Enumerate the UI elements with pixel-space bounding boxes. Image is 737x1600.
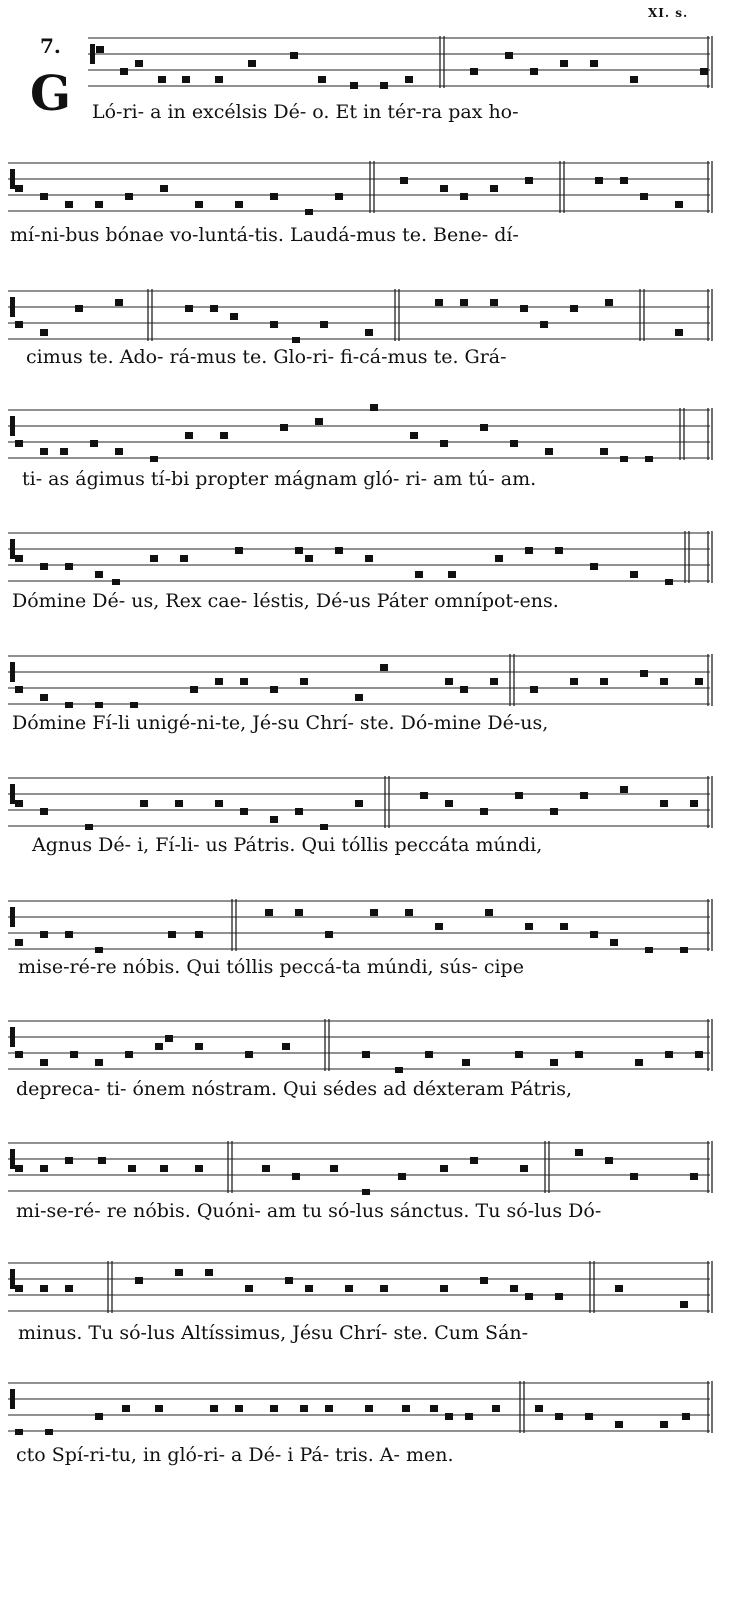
- neume: [370, 404, 378, 411]
- neume: [398, 1173, 406, 1180]
- neume: [435, 923, 443, 930]
- chant-system: [0, 893, 737, 978]
- neume: [45, 1429, 53, 1435]
- neume: [400, 177, 408, 184]
- neume: [550, 1059, 558, 1066]
- neume: [365, 1405, 373, 1412]
- neume: [245, 1051, 253, 1058]
- neume: [665, 1051, 673, 1058]
- chant-number: 7.: [40, 34, 61, 58]
- neume: [15, 440, 23, 447]
- neume: [240, 678, 248, 685]
- neume: [700, 68, 708, 75]
- neume: [122, 1405, 130, 1412]
- neume: [40, 448, 48, 455]
- neume: [480, 808, 488, 815]
- neume: [60, 448, 68, 455]
- neume: [320, 321, 328, 328]
- neume: [362, 1189, 370, 1195]
- neume: [445, 678, 453, 685]
- neume: [230, 313, 238, 320]
- lyric-line: cto Spí-ri-tu, in gló-ri- a Dé- i Pá- tris. A- men.: [16, 1444, 454, 1466]
- neume: [95, 201, 103, 208]
- lyric-line: mise-ré-re nóbis. Qui tóllis peccá-ta múndi, sús- cipe: [18, 956, 524, 978]
- clef-symbol: [10, 1269, 15, 1289]
- staff: [0, 893, 737, 953]
- neume: [120, 68, 128, 75]
- neume: [525, 1293, 533, 1300]
- neume: [295, 547, 303, 554]
- lyric-line: depreca- ti- ónem nóstram. Qui sédes ad déxteram Pátris,: [16, 1078, 573, 1100]
- neume: [605, 1157, 613, 1164]
- staff: [0, 1375, 737, 1435]
- neume: [620, 456, 628, 462]
- neume: [160, 185, 168, 192]
- neume: [585, 1413, 593, 1420]
- neume: [640, 670, 648, 677]
- neume: [695, 678, 703, 685]
- neume: [305, 1285, 313, 1292]
- lyric-line: Agnus Dé- i, Fí-li- us Pátris. Qui tóllis peccáta múndi,: [32, 834, 543, 856]
- initial-letter: G: [30, 66, 71, 122]
- neume: [325, 931, 333, 938]
- neume: [440, 1285, 448, 1292]
- staff: [0, 1013, 737, 1073]
- neume: [355, 800, 363, 807]
- neume: [448, 571, 456, 578]
- chant-system: [0, 1013, 737, 1100]
- neume: [280, 424, 288, 431]
- neume: [195, 931, 203, 938]
- staff: [0, 525, 737, 585]
- neume: [660, 678, 668, 685]
- chant-system: [0, 1135, 737, 1222]
- neume: [295, 909, 303, 916]
- neume: [690, 800, 698, 807]
- neume: [590, 60, 598, 67]
- clef-symbol: [10, 416, 15, 436]
- neume: [505, 52, 513, 59]
- neume: [470, 68, 478, 75]
- neume: [15, 555, 23, 562]
- neume: [292, 1173, 300, 1180]
- lyric-line: Dómine Dé- us, Rex cae- léstis, Dé-us Páter omnípot-ens.: [12, 590, 559, 612]
- neume: [15, 1051, 23, 1058]
- neume: [305, 209, 313, 215]
- neume: [305, 555, 313, 562]
- neume: [615, 1285, 623, 1292]
- neume: [335, 547, 343, 554]
- clef-symbol: [10, 1027, 15, 1047]
- chant-system: [0, 155, 737, 246]
- neume: [135, 60, 143, 67]
- neume: [270, 1405, 278, 1412]
- neume: [95, 702, 103, 708]
- neume: [362, 1051, 370, 1058]
- neume: [182, 76, 190, 83]
- neume: [95, 571, 103, 578]
- clef-symbol: [90, 44, 95, 64]
- neume: [490, 185, 498, 192]
- neume: [285, 1277, 293, 1284]
- neume: [70, 1051, 78, 1058]
- staff: [0, 155, 737, 215]
- neume: [515, 1051, 523, 1058]
- clef-symbol: [10, 907, 15, 927]
- neume: [90, 440, 98, 447]
- chant-system: [0, 30, 737, 123]
- neume: [620, 177, 628, 184]
- neume: [15, 1285, 23, 1292]
- neume: [165, 1035, 173, 1042]
- neume: [300, 1405, 308, 1412]
- neume: [15, 1429, 23, 1435]
- neume: [462, 1059, 470, 1066]
- clef-symbol: [10, 539, 15, 559]
- neume: [695, 1051, 703, 1058]
- neume: [395, 1067, 403, 1073]
- neume: [380, 1285, 388, 1292]
- lyric-line: ti- as ágimus tí-bi propter mágnam gló- ri- am tú- am.: [22, 468, 537, 490]
- chant-system: [0, 1255, 737, 1344]
- neume: [645, 456, 653, 462]
- neume: [15, 1165, 23, 1172]
- neume: [65, 931, 73, 938]
- neume: [580, 792, 588, 799]
- chant-system: [0, 283, 737, 368]
- neume: [210, 1405, 218, 1412]
- neume: [555, 1413, 563, 1420]
- chant-system: [0, 648, 737, 734]
- neume: [40, 563, 48, 570]
- neume: [470, 1157, 478, 1164]
- neume: [150, 456, 158, 462]
- neume: [15, 939, 23, 946]
- neume: [175, 800, 183, 807]
- neume: [595, 177, 603, 184]
- neume: [40, 1059, 48, 1066]
- neume: [150, 555, 158, 562]
- neume: [185, 305, 193, 312]
- chant-system: [0, 770, 737, 856]
- neume: [180, 555, 188, 562]
- chant-system: [0, 525, 737, 612]
- neume: [140, 800, 148, 807]
- neume: [570, 305, 578, 312]
- neume: [530, 68, 538, 75]
- neume: [350, 82, 358, 89]
- neume: [640, 193, 648, 200]
- neume: [40, 808, 48, 815]
- neume: [590, 931, 598, 938]
- neume: [40, 1165, 48, 1172]
- neume: [510, 440, 518, 447]
- neume: [630, 76, 638, 83]
- chant-system: [0, 402, 737, 490]
- neume: [85, 824, 93, 830]
- neume: [540, 321, 548, 328]
- neume: [365, 555, 373, 562]
- neume: [345, 1285, 353, 1292]
- neume: [15, 800, 23, 807]
- neume: [555, 547, 563, 554]
- neume: [492, 1405, 500, 1412]
- neume: [195, 1043, 203, 1050]
- neume: [125, 193, 133, 200]
- neume: [365, 329, 373, 336]
- neume: [75, 305, 83, 312]
- staff: [0, 283, 737, 343]
- neume: [380, 664, 388, 671]
- neume: [620, 786, 628, 793]
- neume: [235, 201, 243, 208]
- neume: [590, 563, 598, 570]
- neume: [545, 448, 553, 455]
- neume: [65, 702, 73, 708]
- neume: [575, 1051, 583, 1058]
- neume: [460, 299, 468, 306]
- neume: [480, 1277, 488, 1284]
- neume: [520, 1165, 528, 1172]
- neume: [160, 1165, 168, 1172]
- neume: [495, 555, 503, 562]
- neume: [318, 76, 326, 83]
- neume: [190, 686, 198, 693]
- neume: [195, 1165, 203, 1172]
- staff: [0, 1135, 737, 1195]
- neume: [128, 1165, 136, 1172]
- neume: [380, 82, 388, 89]
- neume: [445, 1413, 453, 1420]
- neume: [300, 678, 308, 685]
- neume: [15, 321, 23, 328]
- neume: [635, 1059, 643, 1066]
- neume: [445, 800, 453, 807]
- neume: [535, 1405, 543, 1412]
- neume: [465, 1413, 473, 1420]
- neume: [40, 193, 48, 200]
- neume: [440, 185, 448, 192]
- staff: [0, 402, 737, 462]
- neume: [630, 571, 638, 578]
- neume: [615, 1421, 623, 1428]
- lyric-line: Dómine Fí-li unigé-ni-te, Jé-su Chrí- ste. Dó-mine Dé-us,: [12, 712, 549, 734]
- neume: [460, 193, 468, 200]
- neume: [335, 193, 343, 200]
- neume: [425, 1051, 433, 1058]
- neume: [158, 76, 166, 83]
- neume: [410, 432, 418, 439]
- neume: [402, 1405, 410, 1412]
- neume: [125, 1051, 133, 1058]
- clef-symbol: [10, 662, 15, 682]
- neume: [355, 694, 363, 701]
- neume: [295, 808, 303, 815]
- neume: [155, 1043, 163, 1050]
- neume: [195, 201, 203, 208]
- neume: [660, 1421, 668, 1428]
- neume: [435, 299, 443, 306]
- neume: [95, 1059, 103, 1066]
- neume: [690, 1173, 698, 1180]
- neume: [525, 547, 533, 554]
- neume: [115, 299, 123, 306]
- neume: [600, 678, 608, 685]
- neume: [248, 60, 256, 67]
- neume: [610, 939, 618, 946]
- neume: [40, 1285, 48, 1292]
- neume: [330, 1165, 338, 1172]
- neume: [215, 800, 223, 807]
- neume: [485, 909, 493, 916]
- neume: [325, 1405, 333, 1412]
- clef-symbol: [10, 1149, 15, 1169]
- neume: [675, 329, 683, 336]
- neume: [262, 1165, 270, 1172]
- neume: [112, 579, 120, 585]
- neume: [515, 792, 523, 799]
- neume: [560, 60, 568, 67]
- neume: [570, 678, 578, 685]
- neume: [282, 1043, 290, 1050]
- neume: [98, 1157, 106, 1164]
- neume: [490, 299, 498, 306]
- neume: [630, 1173, 638, 1180]
- neume: [270, 686, 278, 693]
- neume: [560, 923, 568, 930]
- neume: [115, 448, 123, 455]
- lyric-line: minus. Tu só-lus Altíssimus, Jésu Chrí- ste. Cum Sán-: [18, 1322, 529, 1344]
- neume: [65, 1157, 73, 1164]
- neume: [270, 816, 278, 823]
- staff: [0, 1255, 737, 1315]
- neume: [525, 177, 533, 184]
- neume: [645, 947, 653, 953]
- neume: [270, 193, 278, 200]
- lyric-line: Ló-ri- a in excélsis Dé- o. Et in tér-ra pax ho-: [92, 101, 519, 123]
- mode-label: XI. s.: [648, 6, 689, 20]
- neume: [420, 792, 428, 799]
- neume: [665, 579, 673, 585]
- chant-system: [0, 1375, 737, 1466]
- neume: [40, 694, 48, 701]
- neume: [555, 1293, 563, 1300]
- neume: [660, 800, 668, 807]
- neume: [95, 947, 103, 953]
- neume: [210, 305, 218, 312]
- neume: [235, 1405, 243, 1412]
- neume: [265, 909, 273, 916]
- clef-symbol: [10, 297, 15, 317]
- clef-symbol: [10, 784, 15, 804]
- neume: [315, 418, 323, 425]
- staff: [0, 770, 737, 830]
- neume: [680, 947, 688, 953]
- neume: [460, 686, 468, 693]
- neume: [65, 563, 73, 570]
- neume: [155, 1405, 163, 1412]
- staff: [0, 648, 737, 708]
- neume: [175, 1269, 183, 1276]
- clef-symbol: [10, 169, 15, 189]
- neume: [550, 808, 558, 815]
- neume: [440, 440, 448, 447]
- clef-symbol: [10, 1389, 15, 1409]
- neume: [370, 909, 378, 916]
- neume: [680, 1301, 688, 1308]
- neume: [240, 808, 248, 815]
- neume: [40, 329, 48, 336]
- neume: [320, 824, 328, 830]
- lyric-line: cimus te. Ado- rá-mus te. Glo-ri- fi-cá-mus te. Grá-: [26, 346, 507, 368]
- neume: [405, 909, 413, 916]
- neume: [290, 52, 298, 59]
- neume: [15, 686, 23, 693]
- neume: [600, 448, 608, 455]
- neume: [510, 1285, 518, 1292]
- neume: [215, 678, 223, 685]
- neume: [15, 185, 23, 192]
- neume: [135, 1277, 143, 1284]
- neume: [525, 923, 533, 930]
- neume: [682, 1413, 690, 1420]
- neume: [480, 424, 488, 431]
- neume: [270, 321, 278, 328]
- neume: [530, 686, 538, 693]
- neume: [205, 1269, 213, 1276]
- neume: [185, 432, 193, 439]
- neume: [675, 201, 683, 208]
- neume: [605, 299, 613, 306]
- neume: [575, 1149, 583, 1156]
- neume: [65, 1285, 73, 1292]
- neume: [215, 76, 223, 83]
- neume: [440, 1165, 448, 1172]
- neume: [415, 571, 423, 578]
- neume: [245, 1285, 253, 1292]
- lyric-line: mí-ni-bus bónae vo-luntá-tis. Laudá-mus te. Bene- dí-: [10, 224, 519, 246]
- neume: [490, 678, 498, 685]
- neume: [130, 702, 138, 708]
- neume: [235, 547, 243, 554]
- neume: [220, 432, 228, 439]
- neume: [520, 305, 528, 312]
- lyric-line: mi-se-ré- re nóbis. Quóni- am tu só-lus sánctus. Tu só-lus Dó-: [16, 1200, 602, 1222]
- neume: [168, 931, 176, 938]
- neume: [430, 1405, 438, 1412]
- neume: [96, 46, 104, 53]
- neume: [405, 76, 413, 83]
- neume: [40, 931, 48, 938]
- neume: [95, 1413, 103, 1420]
- neume: [65, 201, 73, 208]
- neume: [292, 337, 300, 343]
- staff: [0, 30, 737, 90]
